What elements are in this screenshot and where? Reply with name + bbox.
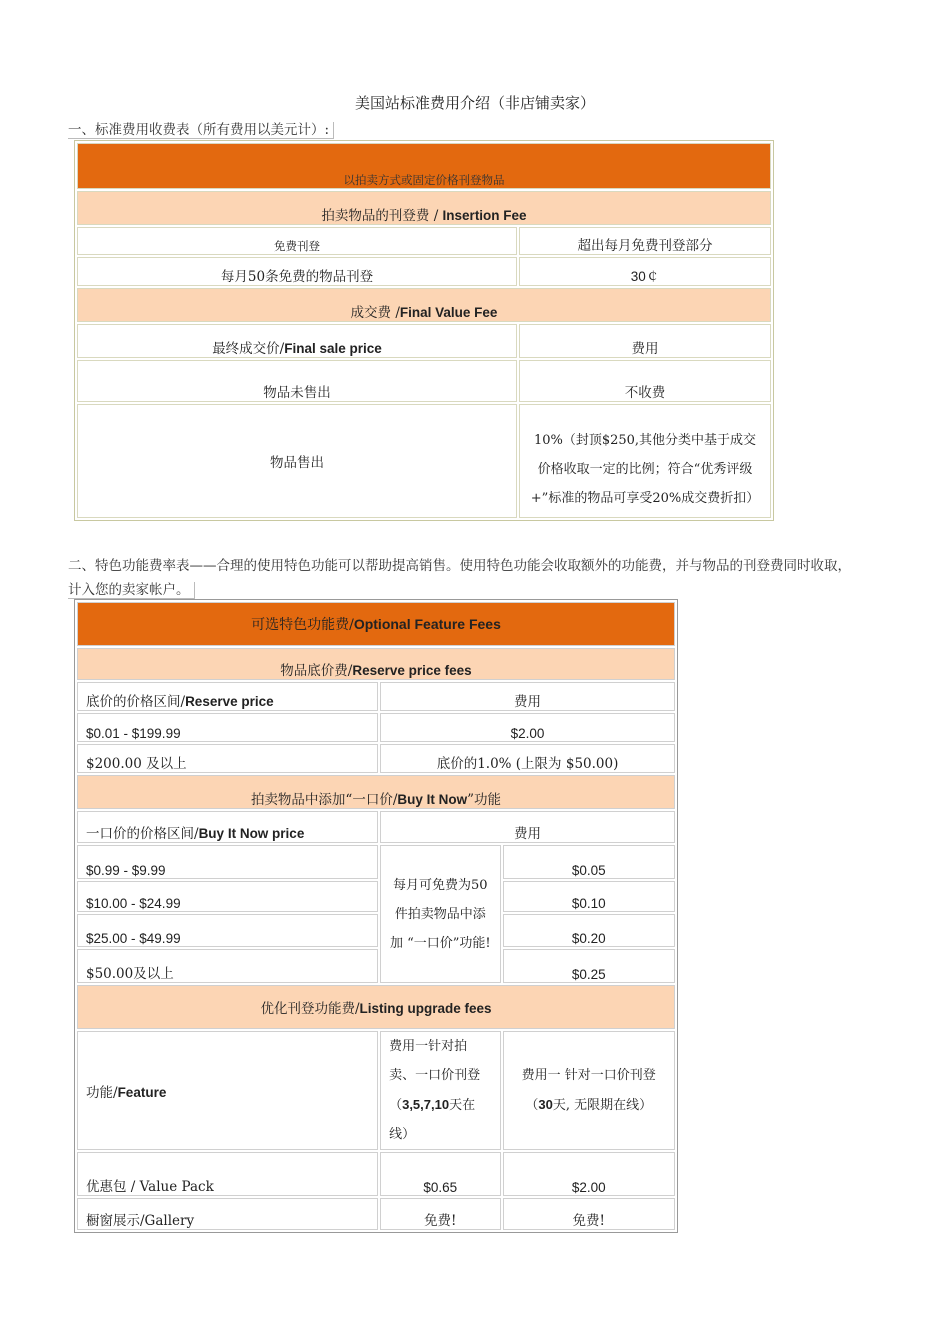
bin-range-label [77, 811, 378, 843]
fee-30c-cell: 30￠ [519, 257, 771, 286]
reserve-cn: 物品底价费/ [280, 663, 353, 679]
fee-bin-days: 30 [538, 1097, 553, 1112]
fee-auction-post: 天在线） [389, 1098, 476, 1142]
sold-fee-cell: 10%（封顶$250,其他分类中基于成交价格收取一定的比例；符合“优秀评级+”标准的物品可享受20%成交费折扣） [519, 404, 771, 518]
insertion-fee-cn: 拍卖物品的刊登费 / [321, 208, 443, 224]
section1-heading [68, 118, 334, 142]
reserve-fee-2: 底价的1.0% (上限为 $50.00) [380, 744, 675, 773]
feature-en: Feature [117, 1084, 167, 1100]
monthly-free-cell: 每月50条免费的物品刊登 [77, 257, 517, 286]
insertion-fee-heading [77, 191, 771, 225]
section2-line1: 二、特色功能费率表——合理的使用特色功能可以帮助提高销售。使用特色功能会收取额外的功能费，并与物品的刊登费同时收取， [68, 558, 851, 574]
bin-fee-4: $0.25 [503, 949, 676, 983]
optional-fees-cn: 可选特色功能费/ [251, 617, 354, 633]
upgrade-fee2-1: $2.00 [503, 1152, 676, 1196]
table1-header: 以拍卖方式或固定价格刊登物品 [77, 143, 771, 189]
final-price-cn: 最终成交价/ [212, 341, 285, 357]
reserve-range-label [77, 682, 378, 711]
fee-auction-label [380, 1031, 500, 1150]
document-title: 美国站标准费用介绍（非店铺卖家） [354, 94, 595, 112]
final-value-fee-heading [77, 288, 771, 322]
beyond-free-label: 超出每月免费刊登部分 [519, 227, 771, 255]
free-listing-label: 免费刊登 [77, 227, 517, 255]
optional-fees-en: Optional Feature Fees [353, 616, 501, 632]
unsold-label: 物品未售出 [77, 360, 517, 402]
upgrade-fee-heading [77, 985, 675, 1029]
final-price-en: Final sale price [284, 341, 382, 356]
bin-fee-heading [77, 775, 675, 809]
upgrade-fee1-2: 免费! [380, 1198, 500, 1230]
section1-heading-text: 一、标准费用收费表（所有费用以美元计）: [68, 122, 334, 139]
section2-line2: 计入您的卖家帐户。 [68, 582, 195, 599]
reserve-range-2: $200.00 及以上 [77, 744, 378, 773]
bin-range-cn: 一口价的价格区间/ [86, 826, 199, 842]
reserve-fee-heading [77, 648, 675, 680]
sold-label: 物品售出 [77, 404, 517, 518]
fee-bin-post: 天, 无限期在线） [552, 1098, 653, 1113]
bin-title-pre: 拍卖物品中添加“一口价/ [250, 792, 398, 808]
fee-auction-days: 3,5,7,10 [402, 1097, 450, 1112]
bin-fee-1: $0.05 [503, 845, 676, 879]
upgrade-feature-2: 橱窗展示/Gallery [77, 1198, 378, 1230]
feature-cn: 功能/ [86, 1084, 118, 1101]
section2-heading [68, 554, 948, 602]
bin-range-1: $0.99 - $9.99 [77, 845, 378, 879]
bin-range-4: $50.00及以上 [77, 949, 378, 983]
feature-fee-table [74, 599, 678, 1233]
bin-range-en: Buy It Now price [198, 826, 305, 841]
reserve-range-1: $0.01 - $199.99 [77, 713, 378, 742]
fee-column-label: 费用 [519, 324, 771, 358]
reserve-range-en: Reserve price [185, 694, 274, 709]
fvf-en: Final Value Fee [399, 305, 498, 320]
bin-fee-label: 费用 [380, 811, 675, 843]
fvf-cn: 成交费 / [350, 305, 400, 321]
bin-fee-3: $0.20 [503, 914, 676, 947]
bin-fee-2: $0.10 [503, 881, 676, 912]
upgrade-fee1-1: $0.65 [380, 1152, 500, 1196]
reserve-en: Reserve price fees [352, 663, 472, 678]
insertion-fee-en: Insertion Fee [442, 208, 527, 223]
table2-header [77, 602, 675, 646]
upgrade-feature-1: 优惠包 / Value Pack [77, 1152, 378, 1196]
fee-bin-pre: 费用一 针对一口价刊登（ [521, 1068, 656, 1113]
reserve-range-cn: 底价的价格区间/ [86, 694, 186, 710]
upgrade-fee2-2: 免费! [503, 1198, 676, 1230]
fee-bin-label [503, 1031, 676, 1150]
bin-free-note: 每月可免费为50件拍卖物品中添加 “一口价”功能! [380, 845, 500, 983]
upgrade-en: Listing upgrade fees [359, 1001, 492, 1016]
bin-title-en: Buy It Now [397, 792, 468, 807]
bin-title-post: ”功能 [467, 792, 502, 808]
bin-range-2: $10.00 - $24.99 [77, 881, 378, 912]
no-charge-cell: 不收费 [519, 360, 771, 402]
reserve-fee-label: 费用 [380, 682, 675, 711]
reserve-fee-1: $2.00 [380, 713, 675, 742]
feature-label [77, 1031, 378, 1150]
bin-range-3: $25.00 - $49.99 [77, 914, 378, 947]
fee-auction-pre: 费用一针对拍卖、一口价刊登（ [389, 1039, 481, 1113]
standard-fee-table [74, 140, 774, 521]
upgrade-cn: 优化刊登功能费/ [260, 1001, 360, 1017]
final-sale-price-label [77, 324, 517, 358]
